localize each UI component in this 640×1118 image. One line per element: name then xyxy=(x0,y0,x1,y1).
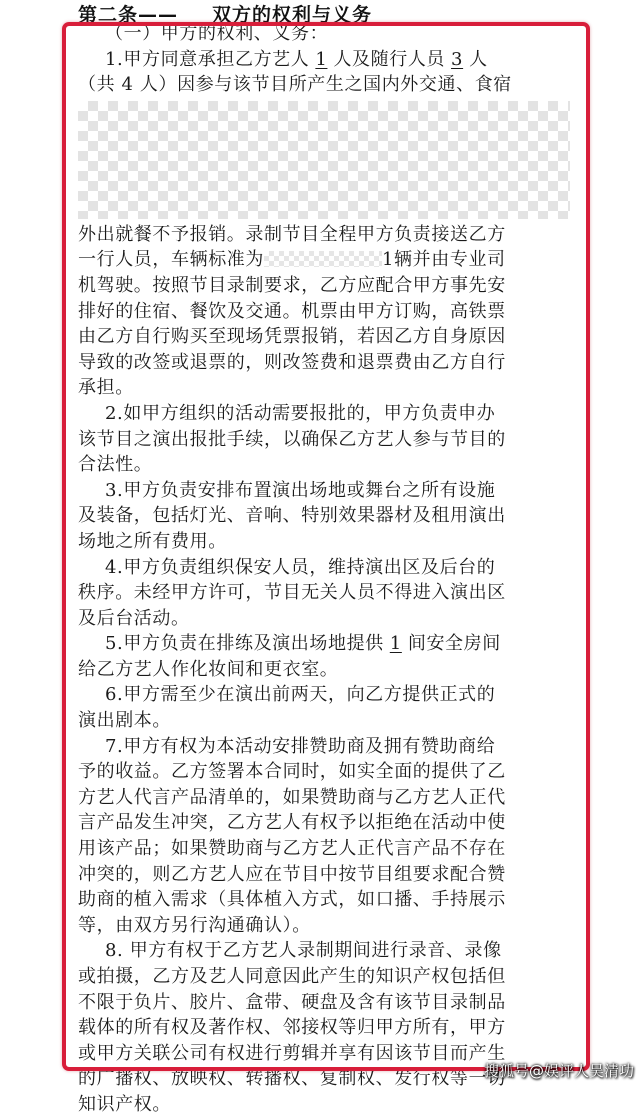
clause-7-line-8: 等，由双方另行沟通确认）。 xyxy=(78,914,311,936)
article-number: 第二条—— xyxy=(78,4,179,26)
clause-1-line-1: 1.甲方同意承担乙方艺人 1 人及随行人员 3 人 xyxy=(105,48,488,70)
clause-1-line-9: 承担。 xyxy=(78,377,134,399)
clause-1-line-6: 排好的住宿、餐饮及交通。机票由甲方订购，高铁票 xyxy=(78,300,506,322)
clause-3-line-3: 场地之所有费用。 xyxy=(78,530,227,552)
clause-4-line-3: 及后台活动。 xyxy=(78,607,190,629)
clause-1-line-7: 由乙方自行购买至现场凭票报销，若因乙方自身原因 xyxy=(78,326,506,348)
room-count: 1 xyxy=(389,633,402,655)
clause-8-line-4: 载体的所有权及著作权、邻接权等归甲方所有，甲方 xyxy=(78,1017,506,1039)
clause-1-line-8: 导致的改签或退票的，则改签费和退票费由乙方自行 xyxy=(78,351,506,373)
clause-7-line-7: 助商的植入需求（具体植入方式，如口播、手持展示 xyxy=(78,889,506,911)
clause-7-line-1: 7.甲方有权为本活动安排赞助商及拥有赞助商给 xyxy=(105,735,496,757)
clause-2-line-2: 该节目之演出报批手续，以确保乙方艺人参与节目的 xyxy=(78,428,506,450)
redacted-region xyxy=(78,101,570,219)
clause-5-line-2: 给乙方艺人作化妆间和更衣室。 xyxy=(78,658,339,680)
clause-7-line-6: 冲突的，则乙方艺人应在节目中按节目组要求配合赞 xyxy=(78,863,506,885)
clause-8-line-6: 的广播权、放映权、转播权、复制权、发行权等一切 xyxy=(78,1068,506,1090)
clause-2-line-1: 2.如甲方组织的活动需要报批的，甲方负责申办 xyxy=(105,402,496,424)
article-title: 双方的权利与义务 xyxy=(212,4,373,26)
staff-count: 3 xyxy=(451,48,464,70)
section-heading: （一）甲方的权利、义务： xyxy=(105,23,329,44)
clause-8-line-5: 或甲方关联公司有权进行剪辑并享有因该节目而产生 xyxy=(78,1042,506,1064)
clause-7-line-4: 言产品发生冲突，乙方艺人有权予以拒绝在活动中使 xyxy=(78,812,506,834)
clause-8-line-7: 知识产权。 xyxy=(78,1093,171,1115)
clause-7-line-5: 用该产品；如果赞助商与乙方艺人正代言产品不存在 xyxy=(78,838,506,860)
clause-1-line-3: 外出就餐不予报销。录制节目全程甲方负责接送乙方 xyxy=(78,223,506,245)
clause-3-line-1: 3.甲方负责安排布置演出场地或舞台之所有设施 xyxy=(105,479,496,501)
clause-8-line-1: 8. 甲方有权于乙方艺人录制期间进行录音、录像 xyxy=(105,940,502,962)
clause-5-line-1: 5.甲方负责在排练及演出场地提供 1 间安全房间 xyxy=(105,633,501,655)
clause-8-line-3: 不限于负片、胶片、盒带、硬盘及含有该节目录制品 xyxy=(78,991,506,1013)
clause-1-line-5: 机驾驶。按照节目录制要求，乙方应配合甲方事先安 xyxy=(78,274,506,296)
clause-1-line-4: 一行人员，车辆标准为 1辆并由专业司 xyxy=(78,249,506,271)
redacted-vehicle-standard xyxy=(264,251,382,267)
artist-count: 1 xyxy=(315,48,328,70)
clause-6-line-1: 6.甲方需至少在演出前两天，向乙方提供正式的 xyxy=(105,684,496,706)
clause-6-line-2: 演出剧本。 xyxy=(78,710,171,732)
source-watermark: 搜狐号@娱评人吴清功 xyxy=(483,1062,634,1080)
clause-8-line-2: 或拍摄，乙方及艺人同意因此产生的知识产权包括但 xyxy=(78,966,506,987)
clause-2-line-3: 合法性。 xyxy=(78,454,153,476)
clause-4-line-1: 4.甲方负责组织保安人员，维持演出区及后台的 xyxy=(105,556,496,578)
clause-1-line-2: （共 4 人）因参与该节目所产生之国内外交通、食宿 xyxy=(78,74,512,96)
clause-3-line-2: 及装备，包括灯光、音响、特别效果器材及租用演出 xyxy=(78,505,506,527)
clause-4-line-2: 秩序。未经甲方许可，节目无关人员不得进入演出区 xyxy=(78,582,506,604)
clause-7-line-3: 方艺人代言产品清单的，如果赞助商与乙方艺人正代 xyxy=(78,786,506,808)
clause-7-line-2: 予的收益。乙方签署本合同时，如实全面的提供了乙 xyxy=(78,761,506,783)
